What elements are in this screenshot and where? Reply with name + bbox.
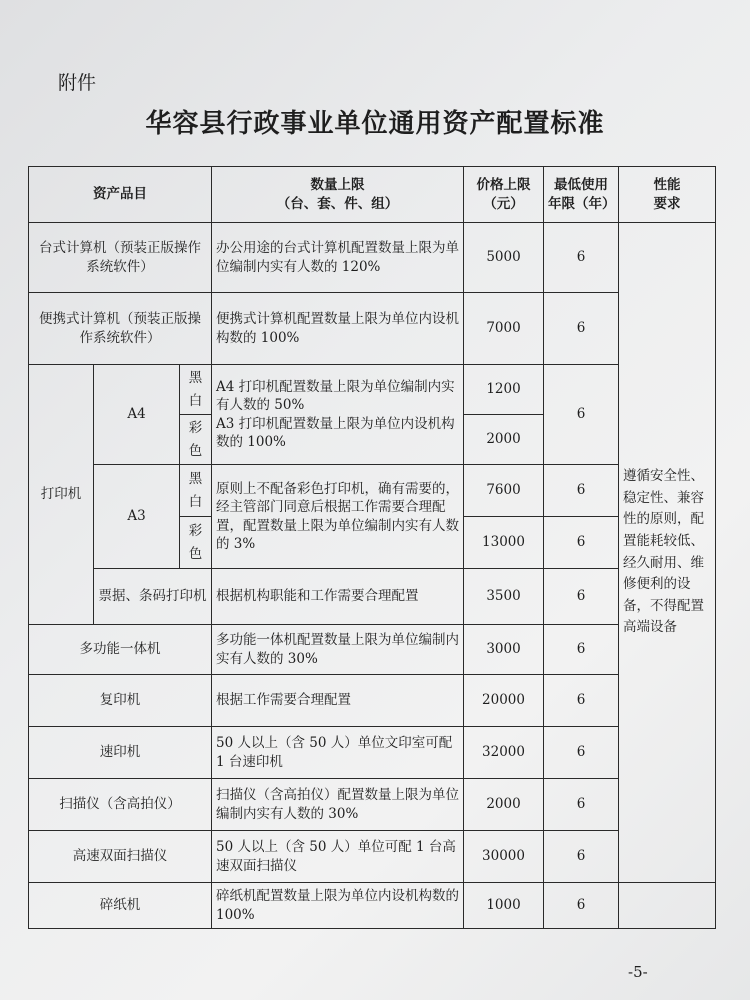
table-row <box>29 675 716 727</box>
scanner-years: 6 <box>544 779 619 831</box>
mfp-price: 3000 <box>464 625 544 675</box>
desktop-quantity: 办公用途的台式计算机配置数量上限为单位编制内实有人数的 120% <box>212 223 464 293</box>
duplicator-years: 6 <box>544 727 619 779</box>
performance-requirement: 遵循安全性、稳定性、兼容性的原则，配置能耗较低、经久耐用、维修便利的设备，不得配置高端设备 <box>619 223 716 883</box>
laptop-years: 6 <box>544 293 619 365</box>
scanner-quantity: 扫描仪（含高拍仪）配置数量上限为单位编制内实有人数的 30% <box>212 779 464 831</box>
copier-quantity: 根据工作需要合理配置 <box>212 675 464 727</box>
printer-a4-bw-label: 黑白 <box>180 365 212 415</box>
printer-a4-note: A4 打印机配置数量上限为单位编制内实有人数的 50% <box>216 379 455 414</box>
printer-a3-note: A3 打印机配置数量上限为单位内设机构数的 100% <box>216 415 455 450</box>
performance-blank-cell <box>619 883 716 929</box>
mfp-quantity: 多功能一体机配置数量上限为单位编制内实有人数的 30% <box>212 625 464 675</box>
table-header-row <box>29 167 716 223</box>
table-row <box>29 727 716 779</box>
shredder-quantity: 碎纸机配置数量上限为单位内设机构数的 100% <box>212 883 464 929</box>
ticket-printer-quantity: 根据机构职能和工作需要合理配置 <box>212 569 464 625</box>
printer-a4-years: 6 <box>544 365 619 465</box>
table-row <box>29 465 716 517</box>
table-row <box>29 223 716 293</box>
header-category: 资产品目 <box>29 167 212 223</box>
mfp-years: 6 <box>544 625 619 675</box>
printer-a3-color-price: 13000 <box>464 517 544 569</box>
header-years: 最低使用 年限（年） <box>544 167 619 223</box>
printer-a4-color-price: 2000 <box>464 415 544 465</box>
laptop-quantity: 便携式计算机配置数量上限为单位内设机构数的 100% <box>212 293 464 365</box>
printer-size-notes <box>212 365 464 465</box>
hs-scanner-price: 30000 <box>464 831 544 883</box>
scanner-name: 扫描仪（含高拍仪） <box>29 779 212 831</box>
hs-scanner-years: 6 <box>544 831 619 883</box>
table-row <box>29 779 716 831</box>
printer-a3-color-label: 彩色 <box>180 517 212 569</box>
shredder-price: 1000 <box>464 883 544 929</box>
table-row <box>29 625 716 675</box>
copier-price: 20000 <box>464 675 544 727</box>
laptop-price: 7000 <box>464 293 544 365</box>
laptop-name: 便携式计算机（预装正版操作系统软件） <box>29 293 212 365</box>
duplicator-quantity: 50 人以上（含 50 人）单位文印室可配 1 台速印机 <box>212 727 464 779</box>
ticket-printer-name: 票据、条码打印机 <box>94 569 212 625</box>
duplicator-name: 速印机 <box>29 727 212 779</box>
printer-color-policy: 原则上不配备彩色打印机，确有需要的，经主管部门同意后根据工作需要合理配置，配置数量上限为单位编制内实有人数的 3% <box>212 465 464 569</box>
printer-a4-label: A4 <box>94 365 180 465</box>
duplicator-price: 32000 <box>464 727 544 779</box>
hs-scanner-name: 高速双面扫描仪 <box>29 831 212 883</box>
mfp-name: 多功能一体机 <box>29 625 212 675</box>
ticket-printer-years: 6 <box>544 569 619 625</box>
table-row <box>29 831 716 883</box>
printer-name: 打印机 <box>29 365 94 625</box>
asset-standard-table <box>28 166 716 929</box>
ticket-printer-price: 3500 <box>464 569 544 625</box>
shredder-name: 碎纸机 <box>29 883 212 929</box>
table-row <box>29 883 716 929</box>
printer-a3-bw-price: 7600 <box>464 465 544 517</box>
page-title: 华容县行政事业单位通用资产配置标准 <box>145 109 605 139</box>
table-row <box>29 293 716 365</box>
copier-years: 6 <box>544 675 619 727</box>
printer-a3-label: A3 <box>94 465 180 569</box>
header-performance: 性能 要求 <box>619 167 716 223</box>
desktop-years: 6 <box>544 223 619 293</box>
desktop-name: 台式计算机（预装正版操作系统软件） <box>29 223 212 293</box>
page-number: -5- <box>628 963 648 981</box>
printer-a3-color-years: 6 <box>544 517 619 569</box>
printer-a3-bw-years: 6 <box>544 465 619 517</box>
table-row <box>29 569 716 625</box>
shredder-years: 6 <box>544 883 619 929</box>
attachment-label: 附件 <box>58 72 97 94</box>
desktop-price: 5000 <box>464 223 544 293</box>
printer-a4-color-label: 彩色 <box>180 415 212 465</box>
printer-a3-bw-label: 黑白 <box>180 465 212 517</box>
hs-scanner-quantity: 50 人以上（含 50 人）单位可配 1 台高速双面扫描仪 <box>212 831 464 883</box>
header-price: 价格上限 （元） <box>464 167 544 223</box>
table-row <box>29 365 716 415</box>
copier-name: 复印机 <box>29 675 212 727</box>
printer-a4-bw-price: 1200 <box>464 365 544 415</box>
header-quantity: 数量上限 （台、套、件、组） <box>212 167 464 223</box>
scanner-price: 2000 <box>464 779 544 831</box>
